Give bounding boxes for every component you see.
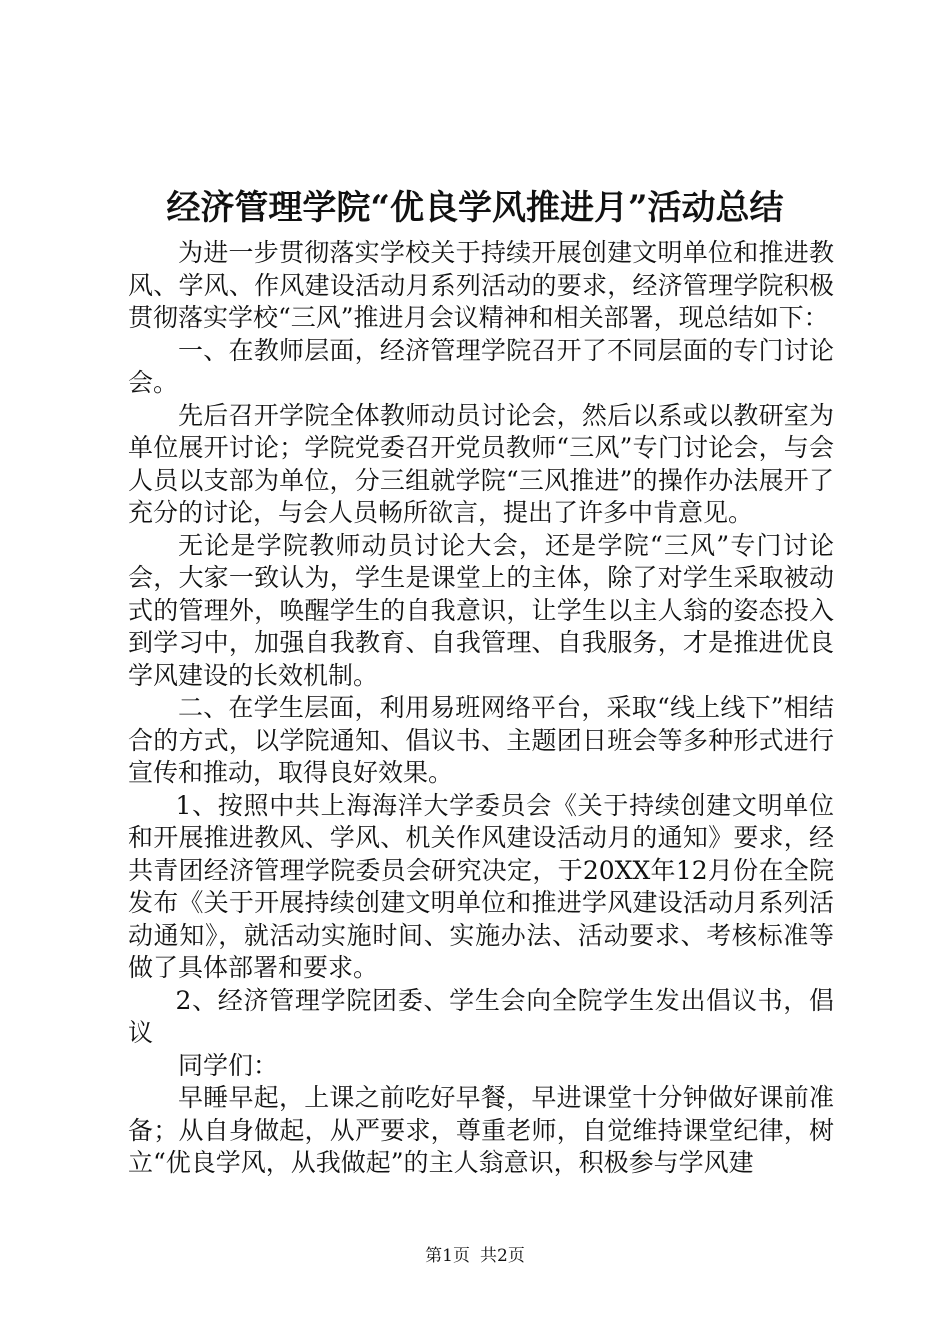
body-paragraph: 早睡早起，上课之前吃好早餐，早进课堂十分钟做好课前准备；从自身做起，从严要求，尊重老师，自觉维持课堂纪律，树立“优良学风，从我做起”的主人翁意识，积极参与学风建 xyxy=(128,1083,834,1177)
section-two-heading: 二、在学生层面，利用易班网络平台，采取“线上线下”相结合的方式，以学院通知、倡议书、主题团日班会等多种形式进行宣传和推动，取得良好效果。 xyxy=(128,693,834,787)
page-footer xyxy=(0,1244,950,1268)
body-paragraph: 无论是学院教师动员讨论大会，还是学院“三风”专门讨论会，大家一致认为，学生是课堂上的主体，除了对学生采取被动式的管理外，唤醒学生的自我意识，让学生以主人翁的姿态投入到学习中，加强自我教育、自我管理、自我服务，才是推进优良学风建设的长效机制。 xyxy=(128,530,834,690)
page-number: 第1页 xyxy=(425,1246,470,1266)
numbered-item-2: 2、经济管理学院团委、学生会向全院学生发出倡议书，倡议 xyxy=(128,985,834,1047)
numbered-item-1: 1、按照中共上海海洋大学委员会《关于持续创建文明单位和开展推进教风、学风、机关作风建设活动月的通知》要求，经共青团经济管理学院委员会研究决定，于20XX年12月份在全院发布《关于开展持续创建文明单位和推进学风建设活动月系列活动通知》，就活动实施时间、实施办法、活动要求、考核标准等做了具体部署和要求。 xyxy=(128,790,834,982)
intro-paragraph: 为进一步贯彻落实学校关于持续开展创建文明单位和推进教风、学风、作风建设活动月系列活动的要求，经济管理学院积极贯彻落实学校“三风”推进月会议精神和相关部署，现总结如下： xyxy=(128,238,834,332)
body-paragraph: 先后召开学院全体教师动员讨论会，然后以系或以教研室为单位展开讨论；学院党委召开党员教师“三风”专门讨论会，与会人员以支部为单位，分三组就学院“三风推进”的操作办法展开了充分的讨论，与会人员畅所欲言，提出了许多中肯意见。 xyxy=(128,400,834,527)
page-total: 共2页 xyxy=(480,1246,525,1266)
document-title: 经济管理学院“优良学风推进月”活动总结 xyxy=(166,188,784,228)
document-body xyxy=(128,237,834,1180)
salutation: 同学们： xyxy=(178,1050,279,1080)
section-one-heading: 一、在教师层面，经济管理学院召开了不同层面的专门讨论会。 xyxy=(128,335,834,397)
